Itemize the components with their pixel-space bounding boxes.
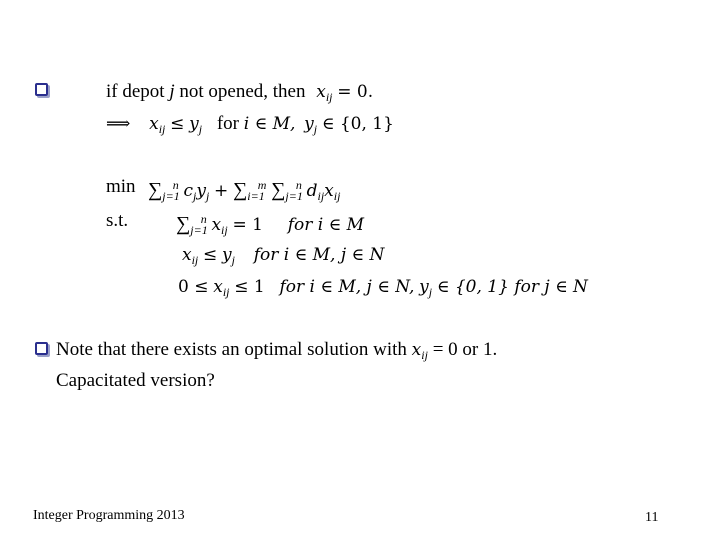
capacitated-question: Capacitated version? — [56, 370, 215, 391]
slide-number: 11 — [645, 510, 659, 525]
constraint-open-depot: $x_{ij} \le y_j$ for i ∈ M, j ∈ N — [182, 245, 385, 267]
constraint-assignment: $\sum_{j=1}^n$ $x_{ij} = 1$ for i ∈ M — [176, 212, 364, 237]
bullet-icon — [35, 342, 48, 355]
objective-min-label: min — [106, 176, 136, 197]
footer-course-title: Integer Programming 2013 — [33, 508, 185, 523]
bullet-icon — [35, 83, 48, 96]
constraint-bounds: $0 \le x_{ij} \le 1$ for i ∈ M, j ∈ N, $y_j$ ∈ {0, 1} for j ∈ N — [178, 277, 588, 299]
line-implication: ⟹ $x_{ij} \le y_j$ for i ∈ M, $y_j$ ∈ {0, 1} — [106, 113, 394, 136]
objective-function: $\sum_{j=1}^n$ $c_jy_j + \sum_{i=1}^m$ $\sum_{j=1}^n$ $d_{ij}x_{ij}$ — [148, 178, 341, 203]
st-label: s.t. — [106, 210, 129, 231]
line-depot-condition: if depot j not opened, then $x_{ij} = 0$. — [106, 81, 374, 104]
note-optimal-solution: Note that there exists an optimal solution with $x_{ij} = 0$ or 1. — [56, 339, 498, 362]
